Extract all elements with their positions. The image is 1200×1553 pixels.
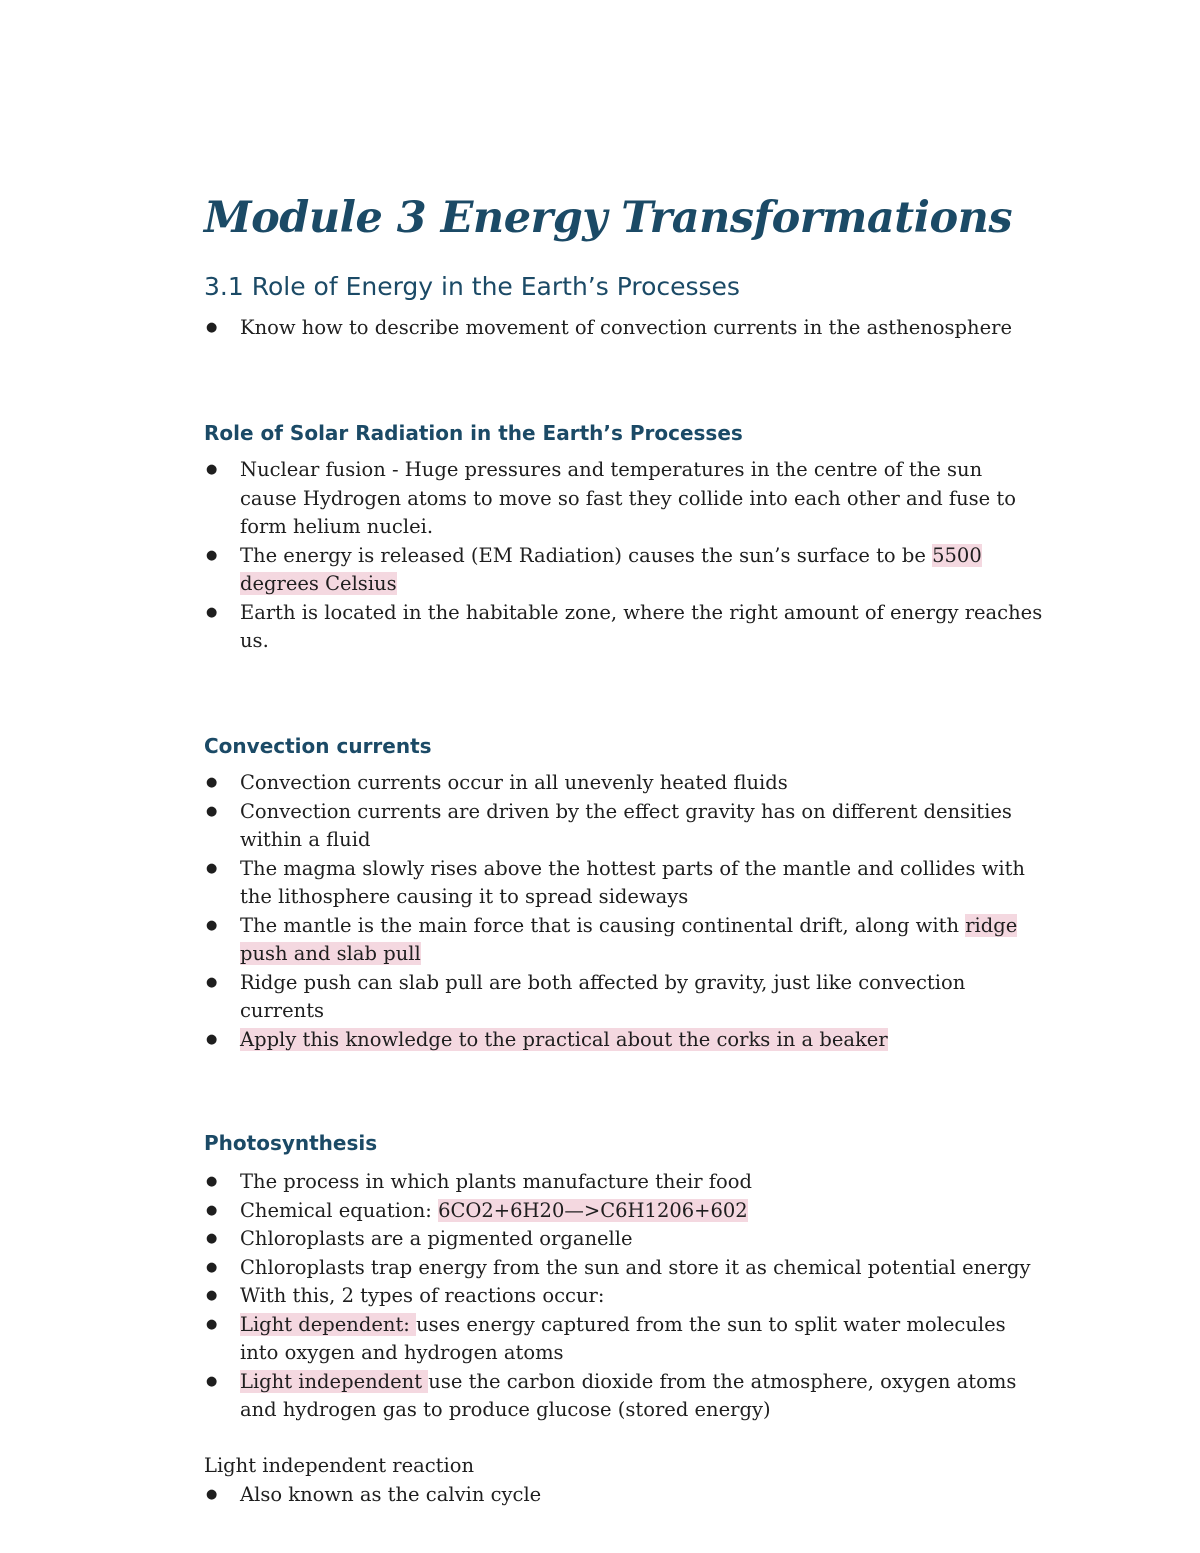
bullet-icon: ● (206, 917, 218, 933)
bullet-icon: ● (206, 1487, 218, 1502)
bullet-icon: ● (206, 1288, 218, 1303)
bullet-icon: ● (206, 775, 218, 790)
list-item (204, 456, 1044, 542)
list-item-text: The mantle is the main force that is causing continental drift, along with (240, 913, 966, 937)
list-item (204, 969, 1044, 1026)
list-item-text: Convection currents are driven by the effect gravity has on different densities within a fluid (240, 799, 1012, 851)
photosynthesis-bullet-list (204, 1168, 1044, 1425)
list-item-text: Nuclear fusion - Huge pressures and temperatures in the centre of the sun cause Hydrogen atoms to move so fast they collide into each other and fuse to form helium nuclei. (240, 458, 1017, 538)
list-item (204, 1311, 1044, 1368)
bullet-icon: ● (206, 1231, 218, 1246)
heading-convection-currents: Convection currents (204, 734, 432, 758)
list-item (204, 1197, 1044, 1226)
list-item (204, 769, 1044, 798)
bullet-icon: ● (206, 1174, 218, 1189)
list-item (204, 599, 1044, 656)
bullet-icon: ● (206, 1259, 218, 1275)
convection-bullet-list (204, 769, 1044, 1054)
highlighted-text: Light independent (240, 1369, 429, 1393)
bullet-icon: ● (206, 320, 218, 335)
section-subtitle: 3.1 Role of Energy in the Earth’s Processes (204, 272, 740, 301)
intro-bullet-list (204, 314, 1044, 343)
list-item (204, 1168, 1044, 1197)
list-item-text: Earth is located in the habitable zone, where the right amount of energy reaches us. (240, 600, 1043, 652)
highlighted-text: 5500 degrees Celsius (240, 543, 982, 595)
heading-solar-radiation: Role of Solar Radiation in the Earth’s Processes (204, 421, 743, 445)
calvin-bullet-list (204, 1481, 1044, 1510)
highlighted-text: ridge push and slab pull (240, 913, 1018, 965)
bullet-icon: ● (206, 1031, 218, 1047)
list-item-text: use the carbon dioxide from the atmosphere, oxygen atoms and hydrogen gas to produce glucose (stored energy) (240, 1369, 1017, 1421)
bullet-icon: ● (206, 860, 218, 876)
bullet-icon: ● (206, 547, 218, 563)
bullet-icon: ● (206, 1202, 218, 1218)
highlighted-text: Apply this knowledge to the practical about the corks in a beaker (240, 1027, 888, 1051)
list-item-text: The magma slowly rises above the hottest parts of the mantle and collides with the lithosphere causing it to spread sideways (240, 856, 1025, 908)
list-item-text: Convection currents occur in all unevenly heated fluids (240, 771, 788, 794)
chemical-equation: 6CO2+6H20—>C6H1206+602 (438, 1198, 748, 1222)
list-item-text: uses energy captured from the sun to split water molecules into oxygen and hydrogen atoms (240, 1312, 1006, 1364)
highlighted-text: Light dependent: (240, 1312, 417, 1336)
bullet-icon: ● (206, 1373, 218, 1389)
list-item (204, 314, 1044, 343)
bullet-icon: ● (206, 604, 218, 620)
list-item-text: Chemical equation: (240, 1198, 439, 1222)
heading-photosynthesis: Photosynthesis (204, 1131, 378, 1155)
list-item (204, 542, 1044, 599)
list-item (204, 1481, 1044, 1510)
document-title: Module 3 Energy Transformations (204, 193, 1013, 243)
list-item (204, 1254, 1044, 1283)
list-item-text: Chloroplasts trap energy from the sun and store it as chemical potential energy (240, 1255, 1031, 1279)
list-item-text: The energy is released (EM Radiation) causes the sun’s surface to be (240, 543, 933, 567)
list-item (204, 1225, 1044, 1254)
bullet-icon: ● (206, 974, 218, 990)
list-item-text: Ridge push can slab pull are both affected by gravity, just like convection currents (240, 970, 966, 1022)
list-item (204, 855, 1044, 912)
list-item-text: The process in which plants manufacture their food (240, 1170, 752, 1193)
list-item (204, 1282, 1044, 1311)
paragraph-text: Light independent reaction (204, 1454, 475, 1477)
list-item-text: Chloroplasts are a pigmented organelle (240, 1227, 633, 1250)
list-item (204, 1026, 1044, 1055)
solar-radiation-bullet-list (204, 456, 1044, 656)
list-item-text: Also known as the calvin cycle (240, 1483, 542, 1506)
bullet-icon: ● (206, 803, 218, 819)
list-item (204, 912, 1044, 969)
list-item-text: Know how to describe movement of convection currents in the asthenosphere (240, 316, 1012, 339)
bullet-icon: ● (206, 1316, 218, 1332)
list-item (204, 798, 1044, 855)
list-item-text: With this, 2 types of reactions occur: (240, 1284, 605, 1307)
list-item (204, 1368, 1044, 1425)
bullet-icon: ● (206, 462, 218, 477)
